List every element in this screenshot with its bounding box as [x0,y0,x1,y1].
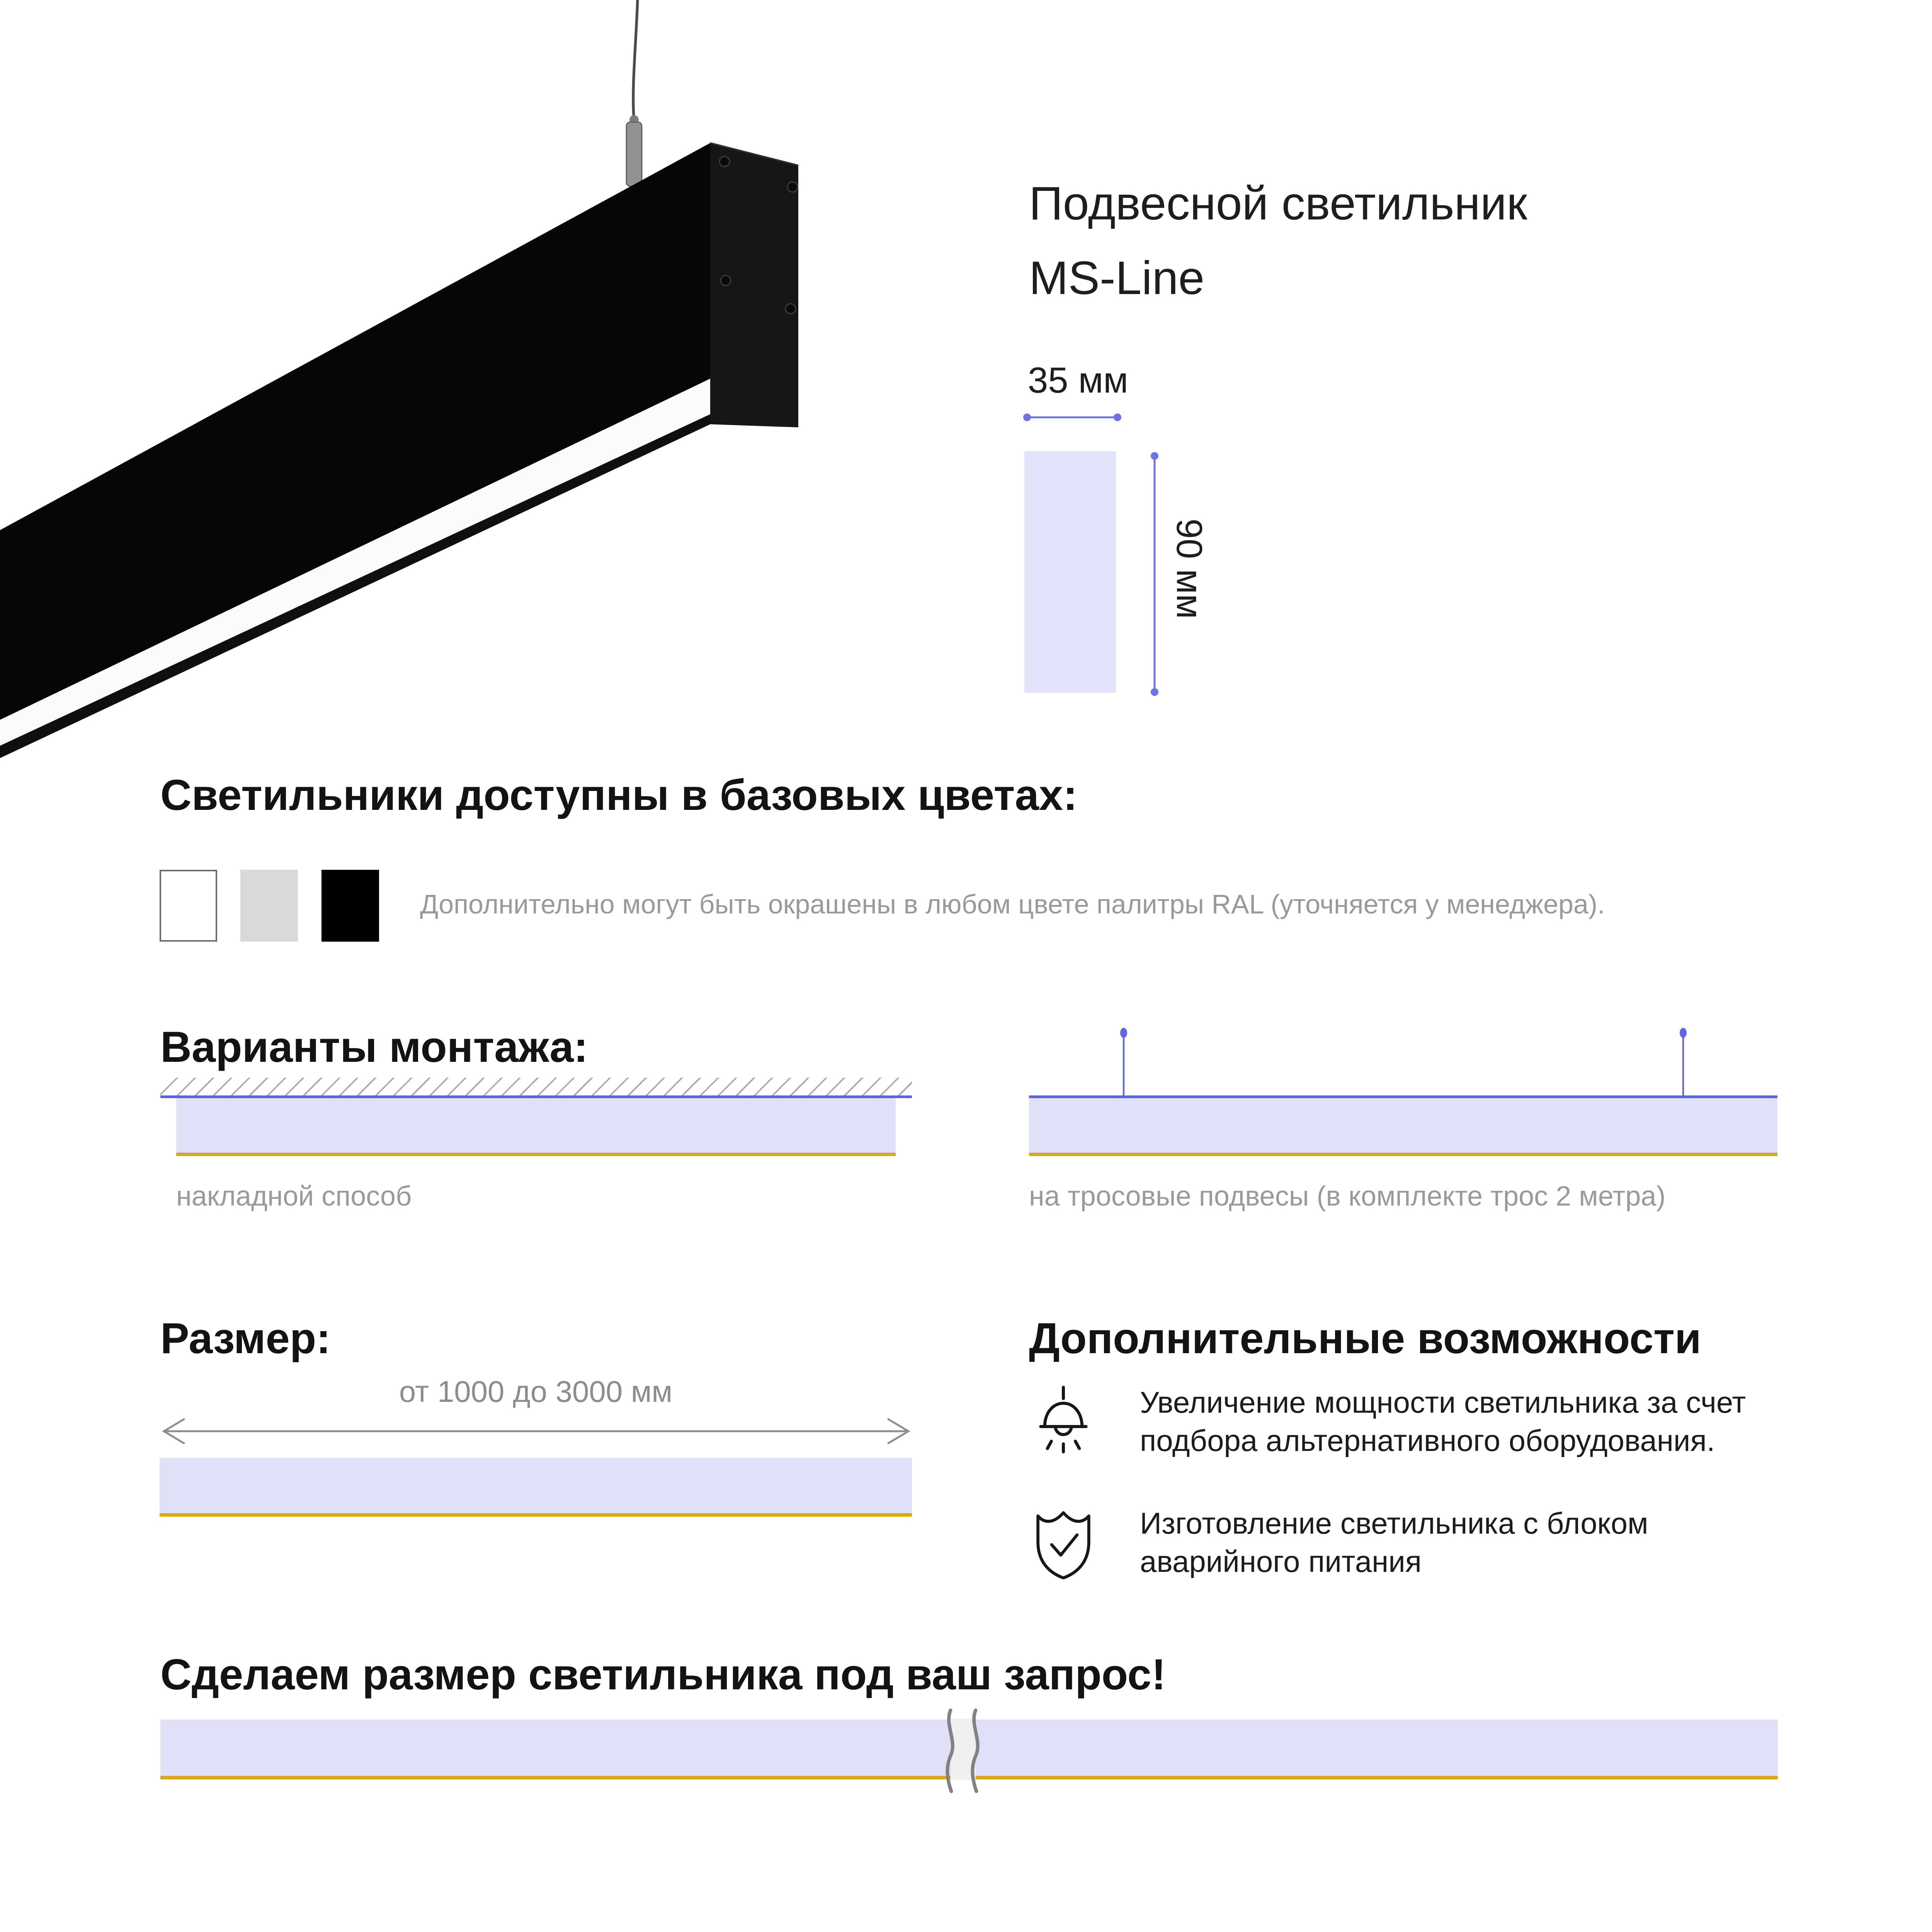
width-dimension-line [1022,402,1122,433]
mounting-section-heading: Варианты монтажа: [160,1023,588,1071]
surface-mount-luminaire-bar [176,1098,896,1153]
color-swatch-gray [240,870,298,942]
size-diffuser-line [160,1513,912,1517]
size-section-heading: Размер: [160,1314,331,1362]
suspension-pins [1029,1024,1777,1098]
page-title-line1: Подвесной светильник [1029,177,1527,230]
page-title [1029,166,1527,315]
suspension-cable [633,0,638,122]
page-title-line2: MS-Line [1029,252,1205,304]
feature-power-line1: Увеличение мощности светильника за счет [1140,1385,1746,1419]
cross-section-rect [1024,451,1116,693]
custom-size-heading: Сделаем размер светильника под ваш запрос! [160,1650,1166,1699]
feature-emergency-line2: аварийного питания [1140,1544,1422,1578]
size-luminaire-bar [160,1458,912,1513]
surface-mount-ceiling-line [160,1095,912,1098]
suspended-luminaire-top-line [1029,1095,1777,1098]
surface-mount-label: накладной способ [176,1181,412,1212]
height-dimension-line [1139,447,1170,702]
size-range-label: от 1000 до 3000 мм [399,1374,673,1408]
product-photo [0,0,811,773]
feature-item-power [1140,1383,1746,1460]
ceiling-hatch [160,1078,912,1095]
feature-emergency-line1: Изготовление светильника с блоком [1140,1506,1648,1540]
pendant-lamp-icon [1031,1385,1095,1463]
suspended-luminaire-bar [1029,1098,1777,1153]
suspended-diffuser-line [1029,1153,1777,1156]
shield-check-icon [1032,1505,1095,1580]
ral-note: Дополнительно могут быть окрашены в любом цвете палитры RAL (уточняется у менеджера). [420,889,1605,919]
features-section-heading: Дополнительные возможности [1029,1314,1701,1362]
surface-mount-diffuser-line [176,1153,896,1156]
colors-section-heading: Светильники доступны в базовых цветах: [160,771,1078,819]
suspension-mount-label: на тросовые подвесы (в комплекте трос 2 метра) [1029,1181,1666,1212]
height-dimension-label: 90 мм [1169,519,1210,619]
feature-power-line2: подбора альтернативного оборудования. [1140,1423,1715,1458]
color-swatch-black [321,870,379,942]
size-range-arrow [158,1408,914,1454]
cable-gripper [626,122,642,186]
feature-item-emergency [1140,1504,1648,1581]
color-swatch-white [160,870,217,942]
bar-break-symbol [927,1704,1001,1801]
width-dimension-label: 35 мм [1028,360,1128,400]
